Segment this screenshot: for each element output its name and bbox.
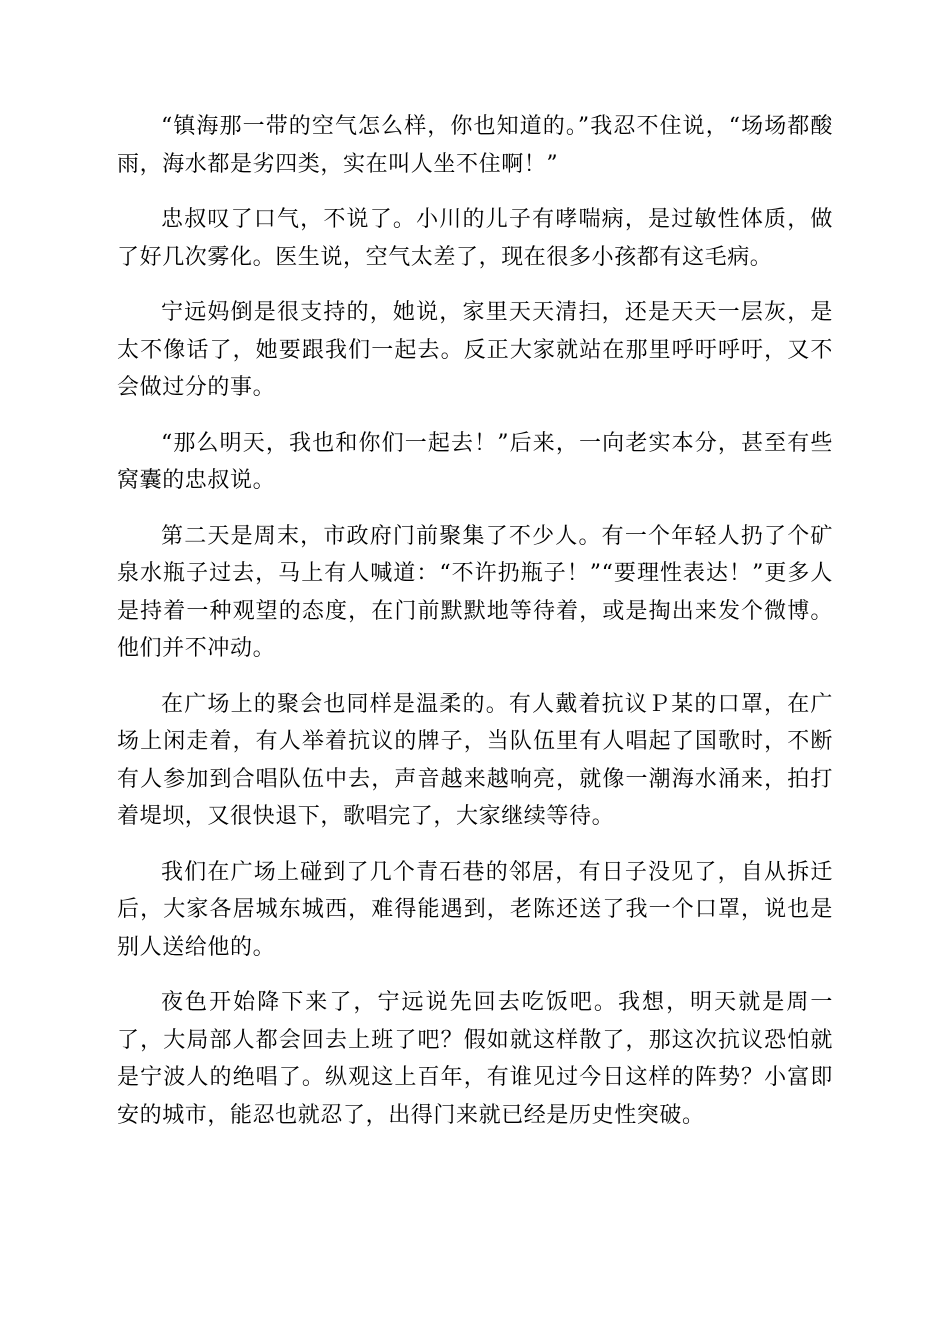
- paragraph: 忠叔叹了口气，不说了。小川的儿子有哮喘病，是过敏性体质，做了好几次雾化。医生说，空气太差了，现在很多小孩都有这毛病。: [117, 207, 833, 270]
- paragraph: “那么明天，我也和你们一起去！”后来，一向老实本分，甚至有些窝囊的忠叔说。: [117, 430, 833, 493]
- paragraph: 宁远妈倒是很支持的，她说，家里天天清扫，还是天天一层灰，是太不像话了，她要跟我们一起去。反正大家就站在那里呼吁呼吁，又不会做过分的事。: [117, 300, 833, 400]
- document-body: [117, 108, 833, 1152]
- paragraph: 第二天是周末，市政府门前聚集了不少人。有一个年轻人扔了个矿泉水瓶子过去，马上有人喊道：“不许扔瓶子！”“要理性表达！”更多人是持着一种观望的态度，在门前默默地等待着，或是掏出来发个微博。他们并不冲动。: [117, 523, 833, 661]
- paragraph: 我们在广场上碰到了几个青石巷的邻居，有日子没见了，自从拆迁后，大家各居城东城西，难得能遇到，老陈还送了我一个口罩，说也是别人送给他的。: [117, 859, 833, 960]
- paragraph: 夜色开始降下来了，宁远说先回去吃饭吧。我想，明天就是周一了，大局部人都会回去上班了吧？假如就这样散了，那这次抗议恐怕就是宁波人的绝唱了。纵观这上百年，有谁见过今日这样的阵势？小富即安的城市，能忍也就忍了，出得门来就已经是历史性突破。: [117, 990, 833, 1128]
- paragraph: “镇海那一带的空气怎么样，你也知道的。”我忍不住说，“场场都酸雨，海水都是劣四类，实在叫人坐不住啊！”: [117, 114, 833, 177]
- paragraph: 在广场上的聚会也同样是温柔的。有人戴着抗议Ｐ某的口罩，在广场上闲走着，有人举着抗议的牌子，当队伍里有人唱起了国歌时，不断有人参加到合唱队伍中去，声音越来越响亮，就像一潮海水涌来，拍打着堤坝，又很快退下，歌唱完了，大家继续等待。: [117, 691, 833, 829]
